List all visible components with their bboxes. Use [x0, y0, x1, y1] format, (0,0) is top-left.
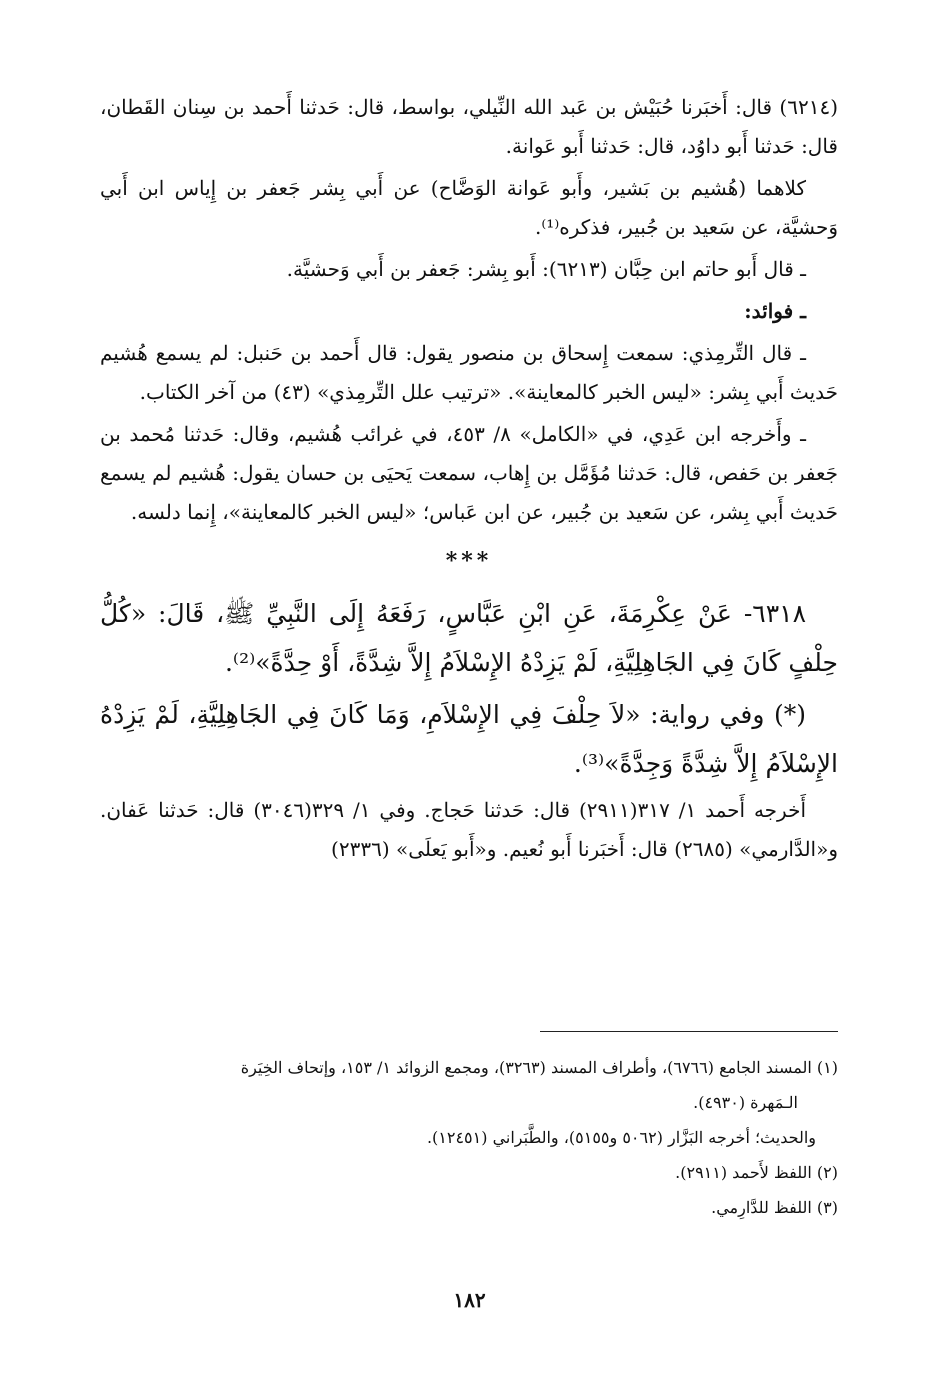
- footnotes: [100, 1050, 838, 1225]
- hadith-variant: (*) وفي رواية: «لاَ حِلْفَ فِي الإِسْلاَمِ، وَمَا كَانَ فِي الجَاهِلِيَّةِ، لَمْ يَزِدْهُ الإِسْلاَمُ إِلاَّ شِدَّةً وَجِدَّةً»⁽³⁾.: [100, 700, 838, 778]
- tirmidhi-note: ـ قال التِّرمِذي: سمعت إِسحاق بن منصور يقول: قال أَحمد بن حَنبل: لم يسمع هُشيم حَديث أَبي بِشر: «ليس الخبر كالمعاينة». «ترتيب علل التِّرمِذي» (٤٣) من آخر الكتاب.: [100, 341, 838, 404]
- ibn-hibban-note: ـ قال أَبو حاتم ابن حِبَّان (٦٢١٣): أَبو بِشر: جَعفر بن أَبي وَحشيَّة.: [286, 257, 806, 281]
- footnote-1-extra: والحديث؛ أخرجه البَزَّار (٥٠٦٢ و٥١٥٥)، والطَّبَراني (١٢٤٥١).: [426, 1128, 816, 1147]
- page-number: ١٨٢: [453, 1288, 486, 1312]
- ibn-adi-note: ـ وأَخرجه ابن عَدِي، في «الكامل» ٨/ ٤٥٣، في غرائب هُشيم، وقال: حَدثنا مُحمد بن جَعفر بن حَفص، قال: حَدثنا مُؤَمَّل بن إِهاب، سمعت يَحيَى بن حسان يقول: هُشيم لم يسمع حَديث أَبي بِشر، عن سَعيد بن جُبير، عن ابن عَباس؛ «ليس الخبر كالمعاينة»، إِنما دلسه.: [100, 422, 838, 524]
- footnote-3: (٣) اللفظ للدَّارِمي.: [711, 1198, 838, 1217]
- section-divider-stars: ***: [445, 548, 493, 574]
- footnote-2: (٢) اللفظ لأَحمد (٢٩١١).: [675, 1163, 838, 1182]
- isnad-merge-paragraph: كلاهما (هُشيم بن بَشير، وأَبو عَوانة الوَضَّاح) عن أَبي بِشر جَعفر بن إِياس ابن أَبي وَحشيَّة، عن سَعيد بن جُبير، فذكره⁽¹⁾.: [100, 176, 838, 239]
- benefits-heading: ـ فوائد:: [744, 299, 806, 323]
- main-text: [100, 88, 838, 872]
- footnote-1-continuation: الـمَهرة (٤٩٣٠).: [693, 1093, 798, 1112]
- footnote-separator: [540, 1031, 838, 1032]
- hadith-text: ٦٣١٨- عَنْ عِكْرِمَةَ، عَنِ ابْنِ عَبَّاسٍ، رَفَعَهُ إِلَى النَّبِيِّ ﷺ، قَالَ: «كُلُّ حِلْفٍ كَانَ فِي الجَاهِلِيَّةِ، لَمْ يَزِدْهُ الإِسْلاَمُ إِلاَّ شِدَّةً، أَوْ حِدَّةً»⁽²⁾.: [100, 599, 838, 677]
- footnote-1: (١) المسند الجامع (٦٧٦٦)، وأطراف المسند (٣٢٦٣)، ومجمع الزوائد ١/ ١٥٣، وإتحاف الخِيَرة: [240, 1058, 838, 1077]
- isnad-paragraph: (٦٢١٤) قال: أَخبَرنا حُبَيْش بن عَبد الله النِّيلي، بواسط، قال: حَدثنا أَحمد بن سِنان القَطان، قال: حَدثنا أَبو داوُد، قال: حَدثنا أَبو عَوانة.: [100, 95, 838, 158]
- takhrij-paragraph: أَخرجه أَحمد ١/ ٣١٧(٢٩١١) قال: حَدثنا حَجاج. وفي ١/ ٣٢٩(٣٠٤٦) قال: حَدثنا عَفان. و«الدَّارمي» (٢٦٨٥) قال: أَخبَرنا أَبو نُعيم. و«أَبو يَعلَى» (٢٣٣٦): [100, 798, 838, 861]
